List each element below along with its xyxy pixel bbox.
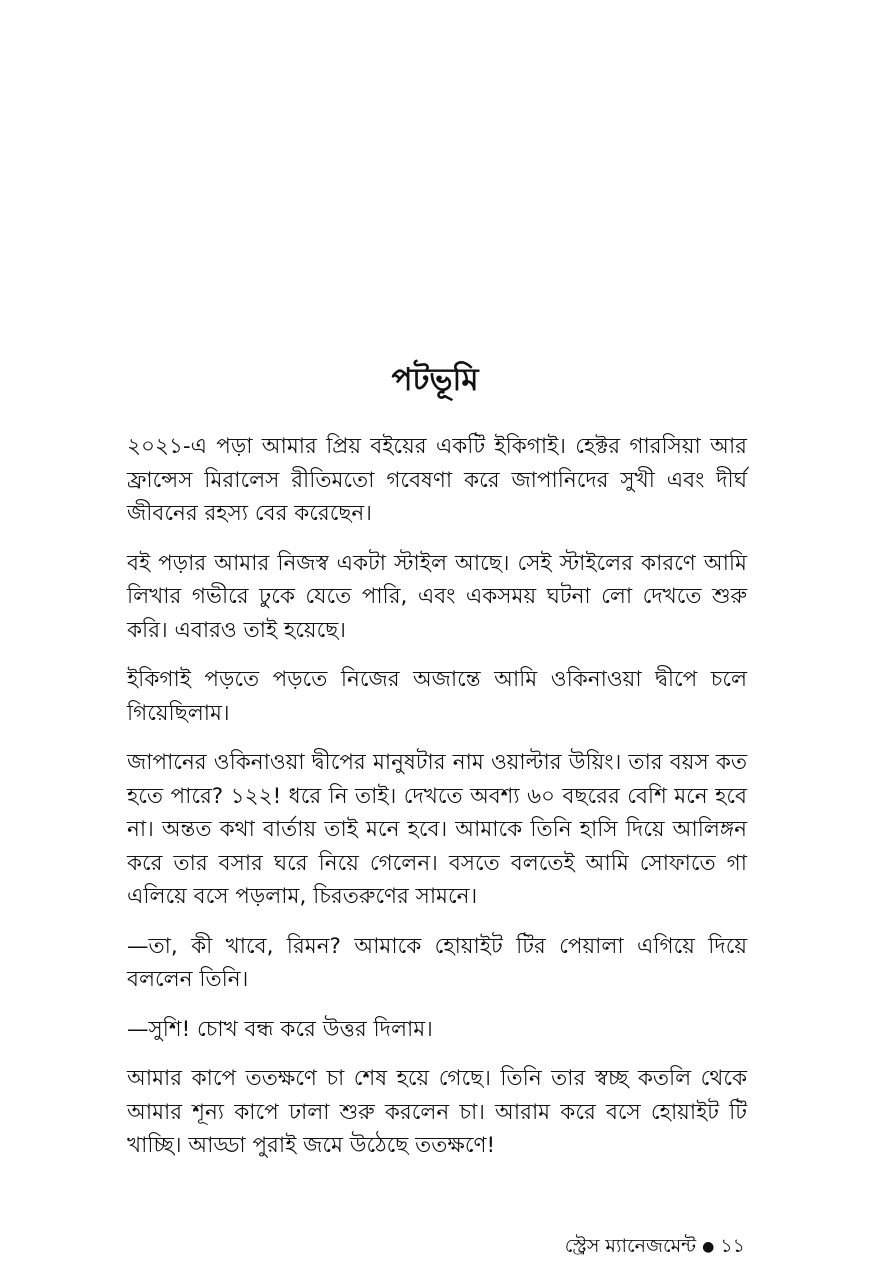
paragraph-7: আমার কাপে ততক্ষণে চা শেষ হয়ে গেছে। তিনি তার স্বচ্ছ কতলি থেকে আমার শূন্য কাপে ঢালা শুরু করলেন চা। আরাম করে বসে হোয়াইট টি খাচ্ছি। আড্ডা পুরাই জমে উঠেছে ততক্ষণে! — [127, 1066, 747, 1158]
page-title: পটভূমি — [391, 362, 479, 398]
paragraph-3: ইকিগাই পড়তে পড়তে নিজের অজান্তে আমি ওকিনাওয়া দ্বীপে চলে গিয়েছিলাম। — [127, 667, 747, 726]
paragraph-4: জাপানের ওকিনাওয়া দ্বীপের মানুষটার নাম ওয়াল্টার উয়িং। তার বয়স কত হতে পারে? ১২২! ধরে নি তাই। দেখতে অবশ্য ৬০ বছরের বেশি মনে হবে না। অন্তত কথা বার্তায় তাই মনে হবে। আমাকে তিনি হাসি দিয়ে আলিঙ্গন করে তার বসার ঘরে নিয়ে গেলেন। বসতে বলতেই আমি সোফাতে গা এলিয়ে বসে পড়লাম, চিরতরুণের সামনে। — [127, 750, 747, 909]
footer-separator: ● — [702, 1238, 715, 1255]
page-number: ১১ — [720, 1235, 745, 1257]
body-text — [127, 430, 747, 1179]
paragraph-2: বই পড়ার আমার নিজস্ব একটা স্টাইল আছে। সেই স্টাইলের কারণে আমি লিখার গভীরে ঢুকে যেতে পারি, এবং একসময় ঘটনা লো দেখতে শুরু করি। এবারও তাই হয়েছে। — [127, 550, 747, 643]
paragraph-6: —সুশি! চোখ বন্ধ করে উত্তর দিলাম। — [127, 1016, 433, 1042]
paragraph-5: —তা, কী খাবে, রিমন? আমাকে হোয়াইট টির পেয়ালা এগিয়ে দিয়ে বললেন তিনি। — [127, 933, 747, 992]
page-footer — [565, 1232, 745, 1264]
paragraph-1: ২০২১-এ পড়া আমার প্রিয় বইয়ের একটি ইকিগাই। হেক্টর গারসিয়া আর ফ্রান্সেস মিরালেস রীতিমতো গবেষণা করে জাপানিদের সুখী এবং দীর্ঘ জীবনের রহস্য বের করেছেন। — [127, 434, 747, 526]
footer-book-title: স্ট্রেস ম্যানেজমেন্ট — [564, 1235, 697, 1257]
